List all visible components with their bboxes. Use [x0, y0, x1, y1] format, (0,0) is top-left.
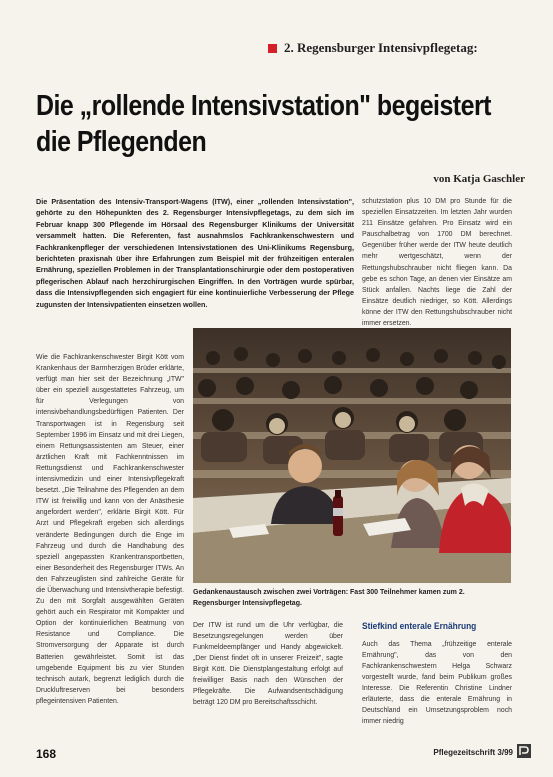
journal-name: Pflegezeitschrift 3/99 [433, 748, 513, 757]
column-3-bottom-text: Auch das Thema „frühzeitige enterale Ernährung", das von den Fachkrankenschwestern Helga Schwarz vorgestellt wurde, fand beim Publikum großes Interesse. Die Referentin Christine Lindner erläuterte, dass die enterale Ernährung in Deutschland ein Umsetzungsproblem noch immer niedrig [362, 641, 512, 725]
headline-line-2: die Pflegenden [36, 126, 207, 158]
section-title: 2. Regensburger Intensivpflegetag: [284, 40, 478, 55]
subheading: Stiefkind enterale Ernährung [362, 621, 477, 632]
photo-caption: Gedankenaustausch zwischen zwei Vorträgen: Fast 300 Teilnehmer kamen zum 2. Regensburger Intensivpflegetag. [193, 589, 465, 607]
photo-illustration [193, 328, 511, 583]
article-headline [36, 88, 491, 160]
lead-paragraph: Die Präsentation des Intensiv-Transport-Wagens (ITW), einer „rollenden Intensivstation", gehörte zu den Höhepunkten des 2. Regensburger Intensivpflegetags, zu dem sich im Februar knapp 300 Pflegende im Hörsaal des Regensburger Klinikums der Universität versammelt hatten. Die Referenten, fast ausnahmslos Fachkrankenschwestern und Fachkrankenpfleger der verschiedenen Intensivstationen des Uni-Klinikums Regensburg, berichteten praxisnah über ihre Erfahrungen zum Beispiel mit der frühzeitigen enteralen Ernährung, speziellen Problemen in der Transplantationschirurgie oder dem postoperativen pflegerischen Ablauf nach herzchirurgischen Eingriffen. In den Vorträgen wurde spürbar, dass die Intensivpflegenden sich engagiert für eine kontinuierliche Verbesserung der Pflege zugunsten der Intensivpatienten einsetzen wollen. [36, 197, 354, 309]
column-2-bottom-text: Der ITW ist rund um die Uhr verfügbar, die Besetzungsregelungen werden über Funkmeldeempfänger und Handy abgewickelt. „Der Dienst findet oft in unserer Freizeit", sagte Birgit Kött. Die Dienstplangestaltung erfolgt auf freiwilliger Basis nach den Wünschen der Pflegekräfte. Die Aufwandsentschädigung beträgt 120 DM pro Bereitschaftsschicht. [193, 622, 343, 706]
lecture-hall-photo [193, 328, 511, 583]
column-3-top-text: schutzstation plus 10 DM pro Stunde für die speziellen Einsatzzeiten. Im letzten Jahr wurden 211 Einsätze gefahren. Pro Einsatz wird ein Pauschalbetrag von 1700 DM berechnet. Gegenüber früher werde der ITW heute deutlich mehr wertgeschätzt, wenn der Rettungshubschrauber nicht fliegen kann. Da gebe es schon Tage, an denen vier Einsätze am Stück anfallen. Nachts liege die Zahl der Einsätze deutlich niedriger, so Kött. Allerdings könne der ITW den Rettungshubschrauber nicht immer ersetzen. [362, 198, 512, 328]
journal-logo-icon [517, 744, 531, 758]
byline: von Katja Gaschler [433, 173, 525, 185]
page-number: 168 [36, 747, 57, 761]
headline-line-1: Die „rollende Intensivstation" begeistert [36, 90, 491, 122]
red-square-marker-icon [268, 44, 277, 53]
section-header [268, 40, 478, 56]
column-1-text: Wie die Fachkrankenschwester Birgit Kött vom Krankenhaus der Barmherzigen Brüder erklärte, verfügt man hier seit der Bezeichnung „ITW" über ein speziell ausgestattetes Fahrzeug, um für Verlegungen von intensivbehandlungsbedürftigen Patienten. Der Transportwagen ist in Regensburg seit September 1996 im Einsatz und mit drei Liegen, einem Rettungsassistenten am Steuer, einer ärztlichen Kraft mit Fachkenntnissen im Rettungsdienst und Fachkrankenschwester intensivmedizin und einer Intensivpflegekraft besetzt. „Die Teilnahme des Pflegenden an dem ITW ist freiwillig und kann von der Anästhesie angefordert werden", erklärte Birgit Kött. Für Arzt und Pflegekraft ergeben sich allerdings veränderte Bedingungen durch die Enge im Fahrzeug und durch die Handhabung des speziell angepassten Krankentransportbetten, einer Besonderheit des Regensburger ITWs. An den Fahrzeuglisten sind zahlreiche Geräte für die Überwachung und Intensivtherapie befestigt. Zu den mit Sorgfalt ausgewählten Geräten gehört auch ein Respirator mit Kompakter und Option der kontinuierlichen Beatmung von Resistance und Compliance. Die Stromversorgung der Apparate ist durch Batterien gewährleistet. Somit ist das umgebende Equipment bis zu vier Stunden technisch autark, begrenzt lediglich durch die Druckluftreserven bei besonders pflegeintensiven Patienten. [36, 354, 184, 705]
